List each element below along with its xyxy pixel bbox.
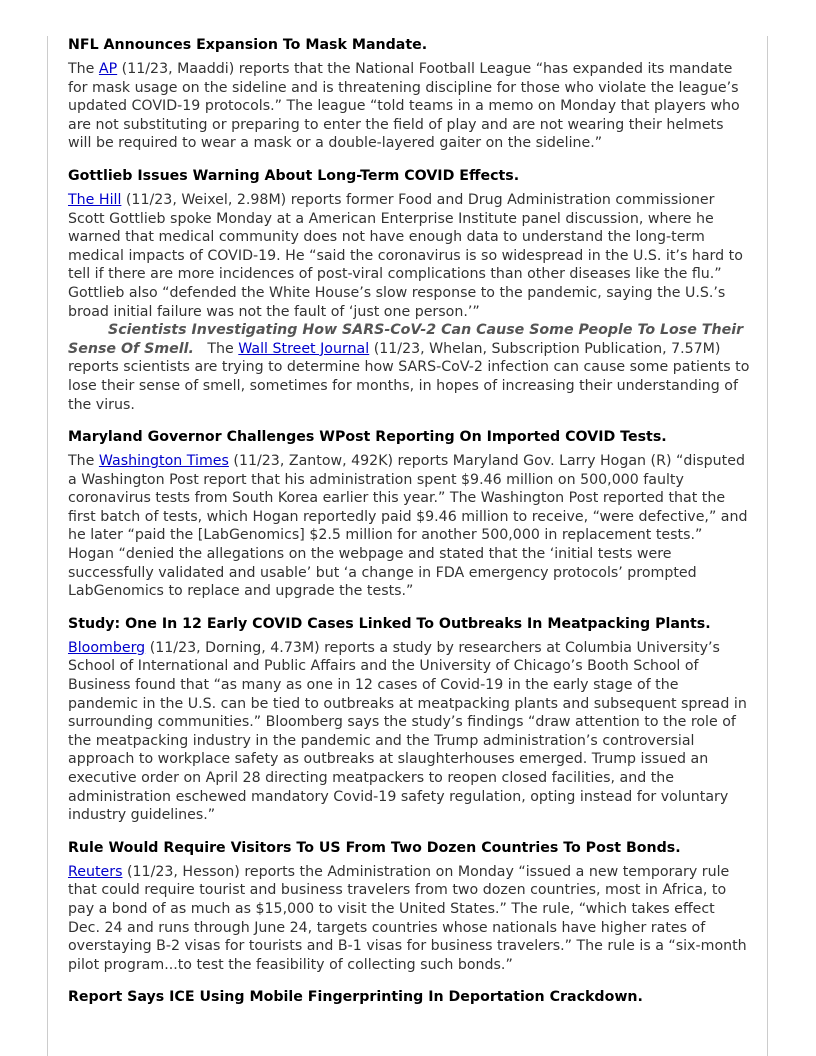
- article-title: NFL Announces Expansion To Mask Mandate.: [68, 37, 428, 53]
- article-title: Report Says ICE Using Mobile Fingerprinting In Deportation Crackdown.: [68, 989, 643, 1006]
- source-link-washington-times[interactable]: Washington Times: [98, 453, 229, 470]
- article-nfl: [68, 36, 750, 153]
- source-link-the-hill[interactable]: The Hill: [68, 191, 122, 208]
- article-ice: [68, 988, 750, 1006]
- source-link-wsj[interactable]: Wall Street Journal: [238, 340, 370, 357]
- article-body: The Hill (11/23, Weixel, 2.98M) reports former Food and Drug Administration commissioner Scott Gottlieb spoke Monday at a American Enterprise Institute panel discussion, where he warned that medical community does not have enough data to understand the long-term medical impacts of COVID-19. He “said the coronavirus is so widespread in the U.S. it’s hard to tell if there are more incidences of post-viral complications than other diseases like the flu.” Gottlieb also “defended the White House’s slow response to the pandemic, saying the U.S.’s broad initial failure was not the fault of ‘just one person.’” Scientists Investigating How SARS-CoV-2 Can Cause Some People To Lose Their Sense Of Smell. The Wall Street Journal (11/23, Whelan, Subscription Publication, 7.57M) reports scientists are trying to determine how SARS-CoV-2 infection can cause some patients to lose their sense of smell, sometimes for months, in hopes of increasing their understanding of the virus.: [68, 191, 750, 413]
- newsletter-content: [68, 36, 750, 1012]
- source-link-reuters[interactable]: Reuters: [68, 863, 123, 880]
- article-body: The Washington Times (11/23, Zantow, 492K) reports Maryland Gov. Larry Hogan (R) “disputed a Washington Post report that his administration spent $9.46 million on 500,000 faulty coronavirus tests from South Korea earlier this year.” The Washington Post reported that the first batch of tests, which Hogan reportedly paid $9.46 million to receive, “were defective,” and he later “paid the [LabGenomics] $2.5 million for another 500,000 in replacement tests.” Hogan “denied the allegations on the webpage and stated that the ‘initial tests were successfully validated and usable’ but ‘a change in FDA emergency protocols’ prompted LabGenomics to replace and upgrade the tests.”: [68, 453, 748, 600]
- article-title: Maryland Governor Challenges WPost Reporting On Imported COVID Tests.: [68, 429, 667, 446]
- article-body: The AP (11/23, Maaddi) reports that the National Football League “has expanded its mandate for mask usage on the sideline and is threatening discipline for those who violate the league’s updated COVID-19 protocols.” The league “told teams in a memo on Monday that players who are not substituting or preparing to enter the field of play and are not wearing their helmets will be required to wear a mask or a double-layered gaiter on the sideline.”: [68, 61, 740, 152]
- article-body: Bloomberg (11/23, Dorning, 4.73M) reports a study by researchers at Columbia University’s School of International and Public Affairs and the University of Chicago’s Booth School of Business found that “as many as one in 12 cases of Covid-19 in the early stage of the pandemic in the U.S. can be tied to outbreaks at meatpacking plants and subsequent spread in surrounding communities.” Bloomberg says the study’s findings “draw attention to the role of the meatpacking industry in the pandemic and the Trump administration’s controversial approach to workplace safety as outbreaks at slaughterhouses emerged. Trump issued an executive order on April 28 directing meatpackers to reopen closed facilities, and the administration eschewed mandatory Covid-19 safety regulation, opting instead for voluntary industry guidelines.”: [68, 639, 747, 824]
- article-gottlieb: [68, 167, 750, 414]
- source-link-ap[interactable]: AP: [98, 61, 118, 77]
- article-meatpacking: [68, 615, 750, 825]
- article-bonds: [68, 839, 750, 975]
- article-body: Reuters (11/23, Hesson) reports the Administration on Monday “issued a new temporary rule that could require tourist and business travelers from two dozen countries, most in Africa, to pay a bond of as much as $15,000 to visit the United States.” The rule, “which takes effect Dec. 24 and runs through June 24, targets countries whose nationals have higher rates of overstaying B-2 visas for tourists and B-1 visas for business travelers.” The rule is a “six-month pilot program...to test the feasibility of collecting such bonds.”: [68, 863, 747, 973]
- article-title: Rule Would Require Visitors To US From Two Dozen Countries To Post Bonds.: [68, 839, 681, 856]
- sub-article: Scientists Investigating How SARS-CoV-2 Can Cause Some People To Lose Their Sense Of Smell. The Wall Street Journal (11/23, Whelan, Subscription Publication, 7.57M) reports scientists are trying to determine how SARS-CoV-2 infection can cause some patients to lose their sense of smell, sometimes for months, in hopes of increasing their understanding of the virus.: [68, 322, 750, 413]
- article-title: Study: One In 12 Early COVID Cases Linked To Outbreaks In Meatpacking Plants.: [68, 615, 711, 632]
- article-maryland: [68, 428, 750, 601]
- sub-article-title: Scientists Investigating How SARS-CoV-2 Can Cause Some People To Lose Their Sense Of Smell.: [68, 322, 744, 357]
- source-link-bloomberg[interactable]: Bloomberg: [68, 639, 146, 656]
- article-title: Gottlieb Issues Warning About Long-Term COVID Effects.: [68, 167, 520, 184]
